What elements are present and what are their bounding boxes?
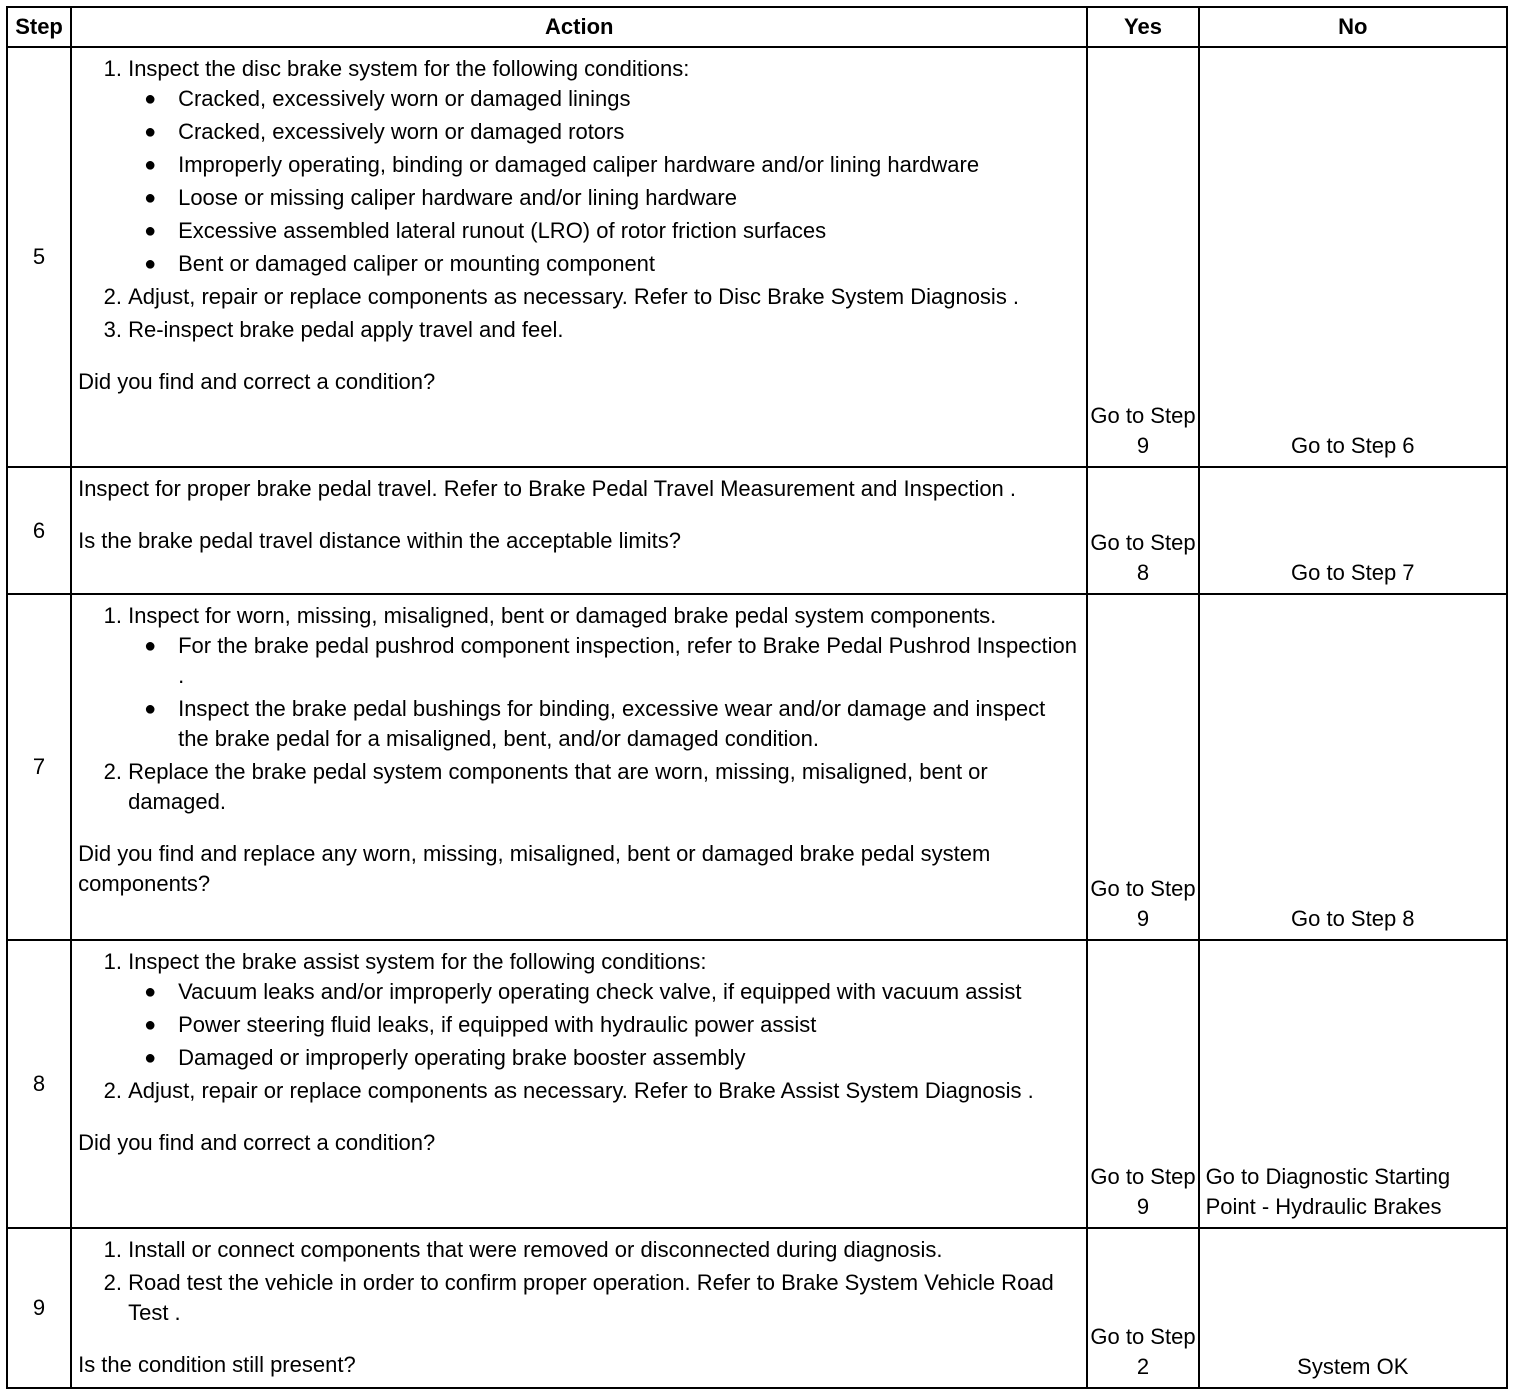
table-row (7, 47, 1507, 467)
list-item: 2. Adjust, repair or replace components as necessary. Refer to Disc Brake System Diagnosis . (128, 282, 1078, 312)
step-number: 6 (7, 467, 71, 594)
no-link[interactable]: Go to Step 6 (1199, 47, 1507, 467)
list-item: 2. Adjust, repair or replace components as necessary. Refer to Brake Assist System Diagnosis . (128, 1076, 1078, 1106)
bullet-item: ● Loose or missing caliper hardware and/or lining hardware (178, 183, 1078, 213)
no-link[interactable]: Go to Step 8 (1199, 594, 1507, 940)
bullet-item: ● Power steering fluid leaks, if equipped with hydraulic power assist (178, 1010, 1078, 1040)
yes-link[interactable]: Go to Step 8 (1087, 467, 1198, 594)
question-text: Did you find and correct a condition? (78, 369, 436, 394)
action-cell (71, 594, 1087, 940)
question-text: Did you find and replace any worn, missing, misaligned, bent or damaged brake pedal system components? (78, 841, 991, 896)
header-action: Action (71, 7, 1087, 47)
list-item: 2. Replace the brake pedal system components that are worn, missing, misaligned, bent or damaged. (128, 757, 1078, 817)
table-row (7, 940, 1507, 1228)
intro-text: Inspect for proper brake pedal travel. Refer to Brake Pedal Travel Measurement and Inspection . (78, 476, 1017, 501)
bullet-list (128, 977, 1078, 1073)
list-item: 3. Re-inspect brake pedal apply travel and feel. (128, 315, 1078, 345)
action-cell (71, 47, 1087, 467)
bullet-item: ● Improperly operating, binding or damaged caliper hardware and/or lining hardware (178, 150, 1078, 180)
question-text: Did you find and correct a condition? (78, 1130, 436, 1155)
bullet-list (128, 631, 1078, 754)
yes-link[interactable]: Go to Step 9 (1087, 594, 1198, 940)
table-row (7, 594, 1507, 940)
bullet-list (128, 84, 1078, 279)
action-cell (71, 467, 1087, 594)
list-item: 1. Install or connect components that were removed or disconnected during diagnosis. (128, 1235, 1078, 1265)
step-number: 7 (7, 594, 71, 940)
numbered-list (78, 54, 1078, 345)
table-row (7, 1228, 1507, 1388)
header-row (7, 7, 1507, 47)
step-number: 5 (7, 47, 71, 467)
step-number: 8 (7, 940, 71, 1228)
header-step: Step (7, 7, 71, 47)
list-item: 2. Road test the vehicle in order to confirm proper operation. Refer to Brake System Vehicle Road Test . (128, 1268, 1078, 1328)
header-no: No (1199, 7, 1507, 47)
bullet-item: ● Vacuum leaks and/or improperly operating check valve, if equipped with vacuum assist (178, 977, 1078, 1007)
bullet-item: ● Bent or damaged caliper or mounting component (178, 249, 1078, 279)
yes-link[interactable]: Go to Step 2 (1087, 1228, 1198, 1388)
bullet-item: ● Cracked, excessively worn or damaged linings (178, 84, 1078, 114)
bullet-item: ● For the brake pedal pushrod component inspection, refer to Brake Pedal Pushrod Inspection . (178, 631, 1078, 691)
header-yes: Yes (1087, 7, 1198, 47)
yes-link[interactable]: Go to Step 9 (1087, 940, 1198, 1228)
yes-link[interactable]: Go to Step 9 (1087, 47, 1198, 467)
diagnostic-table (6, 6, 1508, 1389)
no-link[interactable]: Go to Step 7 (1199, 467, 1507, 594)
list-item: 1. Inspect the brake assist system for the following conditions: ● Vacuum leaks and/or improperly operating check valve, if equipped with vacuum assist ● Power steering fluid leaks, if equipped with hydraulic power assist ● Damaged or improperly operating brake booster assembly (128, 947, 1078, 1073)
list-item: 1. Inspect the disc brake system for the following conditions: ● Cracked, excessively worn or damaged linings ● Cracked, excessively worn or damaged rotors ● Improperly operating, binding or damaged caliper hardware and/or lining hardware ● Loose or missing caliper hardware and/or lining hardware ● Excessive assembled lateral runout (LRO) of rotor friction surfaces ● Bent or damaged caliper or mounting component (128, 54, 1078, 279)
action-cell (71, 1228, 1087, 1388)
no-link[interactable]: Go to Diagnostic Starting Point - Hydraulic Brakes (1199, 940, 1507, 1228)
numbered-list (78, 947, 1078, 1106)
step-number: 9 (7, 1228, 71, 1388)
bullet-item: ● Damaged or improperly operating brake booster assembly (178, 1043, 1078, 1073)
action-cell (71, 940, 1087, 1228)
bullet-item: ● Inspect the brake pedal bushings for binding, excessive wear and/or damage and inspect the brake pedal for a misaligned, bent, and/or damaged condition. (178, 694, 1078, 754)
numbered-list (78, 601, 1078, 817)
list-item: 1. Inspect for worn, missing, misaligned, bent or damaged brake pedal system components. ● For the brake pedal pushrod component inspection, refer to Brake Pedal Pushrod Inspection . ● Inspect the brake pedal bushings for binding, excessive wear and/or damage and inspect the brake pedal for a misaligned, bent, and/or damaged condition. (128, 601, 1078, 754)
numbered-list (78, 1235, 1078, 1328)
bullet-item: ● Excessive assembled lateral runout (LRO) of rotor friction surfaces (178, 216, 1078, 246)
no-link[interactable]: System OK (1199, 1228, 1507, 1388)
question-text: Is the brake pedal travel distance within the acceptable limits? (78, 528, 681, 553)
question-text: Is the condition still present? (78, 1352, 356, 1377)
table-row (7, 467, 1507, 594)
bullet-item: ● Cracked, excessively worn or damaged rotors (178, 117, 1078, 147)
